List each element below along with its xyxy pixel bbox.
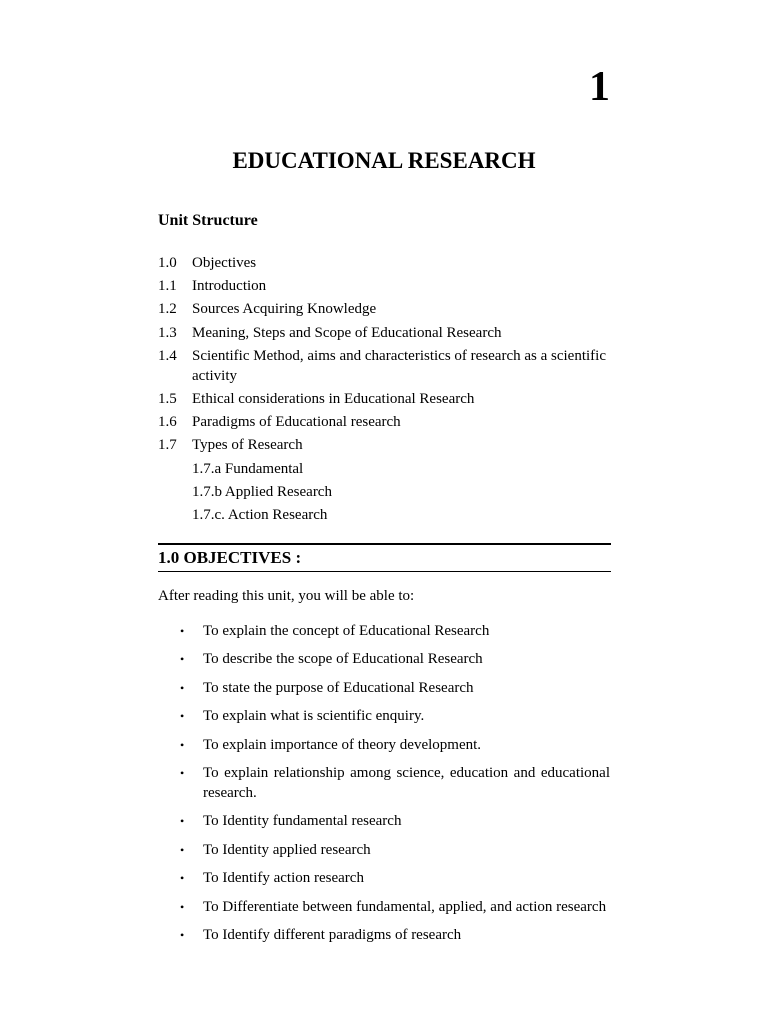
objective-text: To Identity fundamental research	[203, 813, 402, 830]
toc-item	[158, 346, 610, 386]
objective-item	[180, 649, 610, 669]
bullet-icon: •	[180, 765, 185, 780]
chapter-title: EDUCATIONAL RESEARCH	[232, 148, 536, 173]
toc-subitem: 1.7.a Fundamental	[192, 460, 304, 477]
unit-structure-heading: Unit Structure	[158, 212, 258, 229]
objectives-intro: After reading this unit, you will be able to:	[158, 588, 415, 604]
bullet-icon: •	[180, 927, 185, 942]
toc-item	[158, 412, 610, 432]
objective-item	[180, 621, 610, 641]
objective-text: To Identity applied research	[203, 841, 371, 858]
objectives-list	[180, 621, 610, 953]
toc-item	[158, 253, 610, 273]
toc-item-label: Sources Acquiring Knowledge	[192, 301, 377, 318]
objective-text: To explain importance of theory development.	[203, 736, 482, 753]
toc-subitem: 1.7.c. Action Research	[192, 506, 328, 523]
toc-item-number: 1.6	[158, 414, 177, 431]
objective-text: To state the purpose of Educational Research	[203, 679, 474, 696]
bullet-icon: •	[180, 624, 185, 638]
toc-item-number: 1.1	[158, 278, 177, 295]
objective-text: To Identify different paradigms of research	[203, 926, 462, 943]
toc-item-number: 1.2	[158, 301, 177, 318]
bullet-icon: •	[180, 899, 185, 914]
bullet-icon: •	[180, 709, 185, 724]
toc-subitem: 1.7.b Applied Research	[192, 483, 332, 500]
toc-item	[158, 435, 610, 455]
toc-item-label: Meaning, Steps and Scope of Educational Research	[192, 324, 502, 341]
toc-item	[158, 276, 610, 296]
toc-item-label: Paradigms of Educational research	[192, 414, 401, 431]
objective-text: To explain the concept of Educational Research	[203, 623, 490, 639]
toc-item-number: 1.4	[158, 347, 177, 364]
objective-text: To describe the scope of Educational Research	[203, 651, 483, 668]
objective-text: To explain relationship among science, education and educational research.	[203, 764, 610, 801]
toc-item-label: Types of Research	[192, 437, 303, 454]
toc-item-label: Ethical considerations in Educational Research	[192, 390, 475, 407]
objective-text: To Identify action research	[203, 870, 364, 887]
objective-item	[180, 678, 610, 698]
bullet-icon: •	[180, 842, 185, 857]
objective-item	[180, 735, 610, 755]
bullet-icon: •	[180, 680, 185, 695]
toc-item-number: 1.5	[158, 390, 177, 407]
unit-structure-list	[158, 253, 610, 528]
objective-item	[180, 840, 610, 860]
chapter-number: 1	[589, 64, 610, 110]
toc-item-number: 1.7	[158, 437, 177, 454]
objective-item	[180, 763, 610, 803]
toc-item	[158, 389, 610, 409]
objective-text: To explain what is scientific enquiry.	[203, 708, 425, 725]
objective-item	[180, 925, 610, 945]
objective-text: To Differentiate between fundamental, applied, and action research	[203, 898, 607, 915]
objective-item	[180, 868, 610, 888]
toc-item-label: Introduction	[192, 278, 267, 295]
toc-item-number: 1.0	[158, 255, 177, 271]
objective-item	[180, 706, 610, 726]
toc-item	[158, 323, 610, 343]
toc-item	[158, 299, 610, 319]
objective-item	[180, 811, 610, 831]
objectives-heading: 1.0 OBJECTIVES :	[158, 548, 302, 567]
bullet-icon: •	[180, 871, 185, 886]
toc-item-number: 1.3	[158, 324, 177, 341]
bullet-icon: •	[180, 652, 185, 667]
toc-item-label: Scientific Method, aims and characteristics of research as a scientific activity	[192, 347, 606, 384]
bullet-icon: •	[180, 814, 185, 829]
bullet-icon: •	[180, 737, 185, 752]
objective-item	[180, 897, 610, 917]
toc-item-label: Objectives	[192, 255, 257, 271]
objectives-section-header	[158, 543, 611, 572]
